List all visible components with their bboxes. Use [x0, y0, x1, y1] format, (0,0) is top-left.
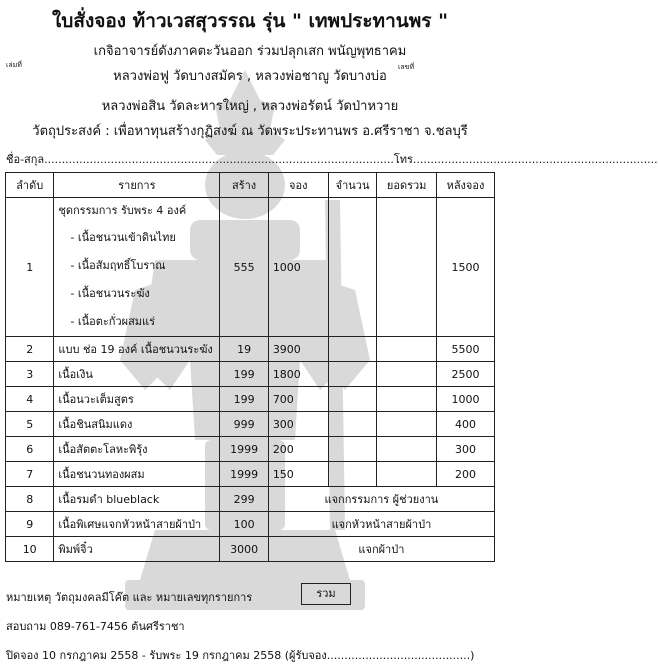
- total-cell[interactable]: [377, 337, 437, 362]
- after-price-cell: 200: [436, 462, 494, 487]
- table-row: [6, 412, 495, 437]
- ceremony-line: เกจิอาจารย์ดังภาคตะวันออก ร่วมปลุกเสก พนัญพุทธาคม: [93, 44, 407, 59]
- reserve-price-cell: 200: [268, 437, 328, 462]
- table-header-row: [6, 173, 495, 198]
- contact-line: สอบถาม 089-761-7456 ต้นศรีราชา: [6, 620, 185, 633]
- item-cell: [54, 198, 220, 337]
- closing-date-line: ปิดจอง 10 กรกฎาคม 2558 - รับพระ 19 กรกฎาคม 2558 (ผู้รับจอง.........................................): [6, 649, 475, 662]
- name-label: ชื่อ-สกุล....................................................................................................โทร......................................................................: [6, 153, 658, 166]
- table-row: [6, 487, 495, 512]
- table-row: [6, 512, 495, 537]
- qty-cell[interactable]: [328, 198, 377, 337]
- reserve-price-cell: 1800: [268, 362, 328, 387]
- after-price-cell: 1500: [436, 198, 494, 337]
- table-row: [6, 437, 495, 462]
- table-row: [6, 387, 495, 412]
- row-number: 7: [6, 462, 54, 487]
- remark-line: หมายเหตุ วัตถุมงคลมีโค๊ต และ หมายเลขทุกรายการ: [6, 591, 253, 604]
- header-item: รายการ: [54, 173, 220, 198]
- monks-line-2: หลวงพ่อสิน วัดละหารใหญ่ , หลวงพ่อรัตน์ วัดป่าหวาย: [101, 99, 399, 114]
- sub-item: - เนื้อสัมฤทธิ์โบราณ: [70, 259, 166, 272]
- row-number: 4: [6, 387, 54, 412]
- built-cell: 1999: [220, 437, 268, 462]
- row-number: 2: [6, 337, 54, 362]
- reserve-price-cell: 700: [268, 387, 328, 412]
- qty-cell[interactable]: [328, 337, 377, 362]
- name-phone-line[interactable]: [6, 150, 658, 168]
- number-label: เลขที่: [398, 63, 415, 71]
- built-cell: 555: [220, 198, 268, 337]
- built-cell: 299: [220, 487, 268, 512]
- table-row: [6, 462, 495, 487]
- reserve-price-cell: 3900: [268, 337, 328, 362]
- item-cell: เนื้อพิเศษแจกหัวหน้าสายผ้าป่า: [54, 512, 220, 537]
- item-cell: เนื้อรมดำ blueblack: [54, 487, 220, 512]
- form-title: ใบสั่งจอง ท้าวเวสสุวรรณ รุ่น " เทพประทานพร ": [52, 10, 448, 32]
- item-cell: เนื้อนวะเต็มสูตร: [54, 387, 220, 412]
- total-cell[interactable]: [377, 437, 437, 462]
- table-row: [6, 537, 495, 562]
- built-cell: 199: [220, 387, 268, 412]
- after-price-cell: 5500: [436, 337, 494, 362]
- item-cell: พิมพ์จิ๋ว: [54, 537, 220, 562]
- table-row: [6, 362, 495, 387]
- built-cell: 1999: [220, 462, 268, 487]
- row-number: 3: [6, 362, 54, 387]
- row-number: 8: [6, 487, 54, 512]
- built-cell: 3000: [220, 537, 268, 562]
- total-cell[interactable]: [377, 387, 437, 412]
- item-title: ชุดกรรมการ รับพระ 4 องค์: [58, 204, 187, 217]
- total-cell[interactable]: [377, 462, 437, 487]
- order-table: [5, 172, 495, 562]
- reserve-price-cell: 150: [268, 462, 328, 487]
- monks-line-1: หลวงพ่อฟู วัดบางสมัคร , หลวงพ่อชาญู วัดบางบ่อ: [113, 69, 387, 84]
- row-number: 1: [6, 198, 54, 337]
- qty-cell[interactable]: [328, 437, 377, 462]
- qty-cell[interactable]: [328, 387, 377, 412]
- distribution-note-cell: แจกหัวหน้าสายผ้าป่า: [268, 512, 494, 537]
- item-cell: แบบ ช่อ 19 องค์ เนื้อชนวนระฆัง: [54, 337, 220, 362]
- sub-item: - เนื้อตะกั่วผสมแร่: [70, 315, 156, 328]
- after-price-cell: 1000: [436, 387, 494, 412]
- table-row: [6, 198, 495, 337]
- item-cell: เนื้อสัตตะโลหะพิรุ้ง: [54, 437, 220, 462]
- item-cell: เนื้อเงิน: [54, 362, 220, 387]
- item-cell: เนื้อชินสนิมแดง: [54, 412, 220, 437]
- after-price-cell: 300: [436, 437, 494, 462]
- built-cell: 100: [220, 512, 268, 537]
- item-cell: เนื้อชนวนทองผสม: [54, 462, 220, 487]
- sub-item: - เนื้อชนวนเข้าดินไทย: [70, 231, 176, 244]
- reserve-price-cell: 1000: [268, 198, 328, 337]
- total-cell[interactable]: [377, 362, 437, 387]
- header-built: สร้าง: [220, 173, 268, 198]
- reserve-price-cell: 300: [268, 412, 328, 437]
- header-reserve: จอง: [268, 173, 328, 198]
- table-row: [6, 337, 495, 362]
- purpose-line: วัตถุประสงค์ : เพื่อหาทุนสร้างกุฏิสงฆ์ ณ วัดพระประทานพร อ.ศรีราชา จ.ชลบุรี: [32, 124, 468, 139]
- distribution-note-cell: แจกกรรมการ ผู้ช่วยงาน: [268, 487, 494, 512]
- row-number: 5: [6, 412, 54, 437]
- total-cell[interactable]: [377, 412, 437, 437]
- built-cell: 19: [220, 337, 268, 362]
- row-number: 9: [6, 512, 54, 537]
- row-number: 10: [6, 537, 54, 562]
- qty-cell[interactable]: [328, 462, 377, 487]
- header-after: หลังจอง: [436, 173, 494, 198]
- built-cell: 999: [220, 412, 268, 437]
- header-total: ยอดรวม: [377, 173, 437, 198]
- grand-total-field[interactable]: [349, 583, 495, 603]
- distribution-note-cell: แจกผ้าป่า: [268, 537, 494, 562]
- qty-cell[interactable]: [328, 412, 377, 437]
- after-price-cell: 2500: [436, 362, 494, 387]
- book-number-label: เล่มที่: [6, 61, 22, 69]
- after-price-cell: 400: [436, 412, 494, 437]
- built-cell: 199: [220, 362, 268, 387]
- qty-cell[interactable]: [328, 362, 377, 387]
- header-qty: จำนวน: [328, 173, 377, 198]
- total-label: รวม: [301, 583, 351, 605]
- header-order: ลำดับ: [6, 173, 54, 198]
- row-number: 6: [6, 437, 54, 462]
- total-cell[interactable]: [377, 198, 437, 337]
- sub-item: - เนื้อชนวนระฆัง: [70, 287, 150, 300]
